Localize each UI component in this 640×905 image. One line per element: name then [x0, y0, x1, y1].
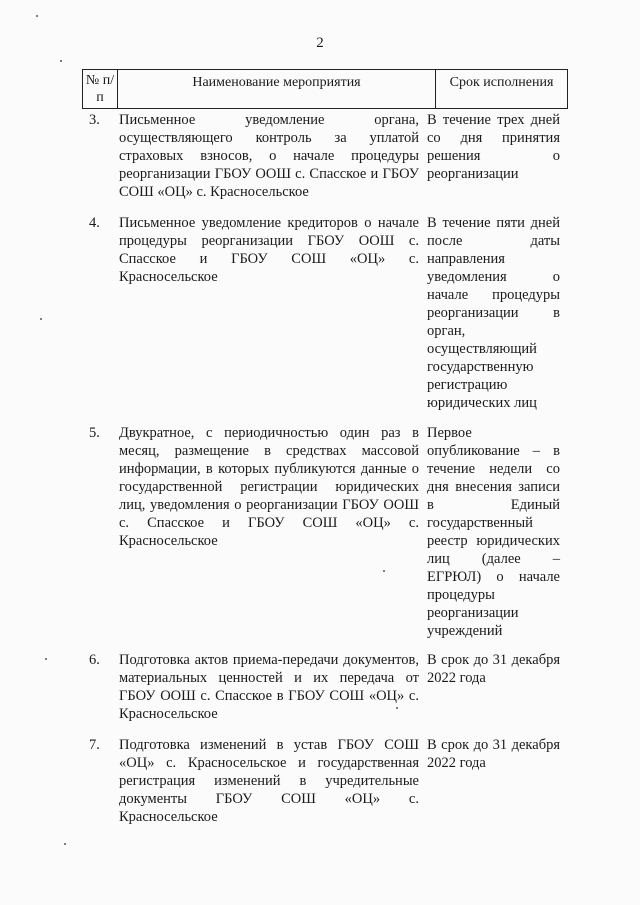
table-header — [82, 69, 568, 109]
scan-speck — [64, 843, 66, 845]
row-number: 4. — [89, 215, 100, 231]
row-number: 6. — [89, 652, 100, 668]
row-name: Письменное уведомление кредиторов о начале процедуры реорганизации ГБОУ ООШ с. Спасское и ГБОУ СОШ «ОЦ» с. Красносельское — [119, 215, 419, 285]
scan-speck — [60, 60, 62, 62]
row-term: В течение трех дней со дня принятия решения о реорганизации — [427, 112, 560, 182]
page-number: 2 — [316, 35, 324, 51]
row-name: Подготовка актов приема-передачи документов, материальных ценностей и их передача от ГБОУ ООШ с. Спасское в ГБОУ СОШ «ОЦ» с. Красносельское — [119, 652, 419, 722]
row-term: В течение пяти дней после даты направления уведомления о начале процедуры реорганизации в орган, осуществляющий государственную регистрацию юридических лиц — [427, 215, 560, 411]
row-number: 7. — [89, 737, 100, 753]
row-number: 3. — [89, 112, 100, 128]
header-term: Срок исполнения — [449, 75, 554, 90]
header-number: № п/п — [83, 70, 118, 108]
scan-speck — [40, 318, 42, 320]
row-name: Двукратное, с периодичностью один раз в месяц, размещение в средствах массовой информации, в которых публикуются данные о государственной регистрации юридических лиц, уведомления о реорганизации ГБОУ ООШ с. Спасское и ГБОУ СОШ «ОЦ» с. Красносельское — [119, 425, 419, 549]
row-term: В срок до 31 декабря 2022 года — [427, 652, 560, 686]
scan-speck — [396, 707, 398, 709]
row-term: Первое опубликование – в течение недели со дня внесения записи в Единый государственный реестр юридических лиц (далее – ЕГРЮЛ) о начале процедуры реорганизации учреждений — [427, 425, 560, 639]
row-name: Письменное уведомление органа, осуществляющего контроль за уплатой страховых взносов, о начале процедуры реорганизации ГБОУ ООШ с. Спасское и ГБОУ СОШ «ОЦ» с. Красносельское — [119, 112, 419, 200]
row-term: В срок до 31 декабря 2022 года — [427, 737, 560, 771]
scan-speck — [383, 570, 385, 572]
scan-speck — [36, 15, 38, 17]
row-name: Подготовка изменений в устав ГБОУ СОШ «ОЦ» с. Красносельское и государственная регистрация изменений в учредительные документы ГБОУ СОШ «ОЦ» с. Красносельское — [119, 737, 419, 825]
row-number: 5. — [89, 425, 100, 441]
scan-speck — [45, 658, 47, 660]
header-name: Наименование мероприятия — [118, 70, 436, 108]
